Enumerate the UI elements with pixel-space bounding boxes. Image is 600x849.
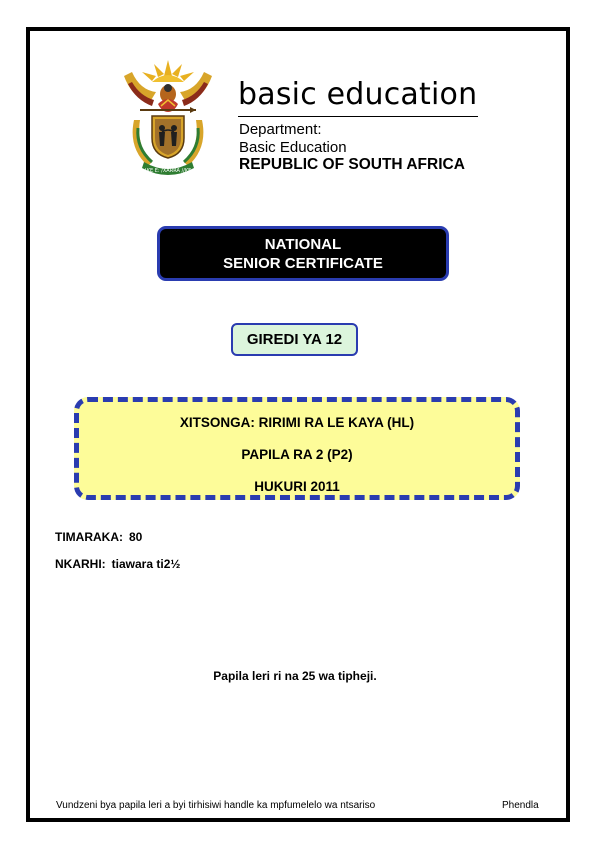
page-count-note: Papila leri ri na 25 wa tipheji. [213,669,377,683]
certificate-line2: SENIOR CERTIFICATE [223,254,383,272]
paper-number: PAPILA RA 2 (P2) [241,447,353,462]
exam-session: HUKURI 2011 [254,479,340,494]
marks-label: TIMARAKA: [55,530,123,544]
copyright-notice: Vundzeni bya papila leri a byi tirhisiwi handle ka mpfumelelo wa ntsariso [56,800,376,811]
coat-of-arms-icon [118,58,218,180]
time-row [55,557,180,571]
brand-title: basic education [238,77,478,112]
marks-value: 80 [129,530,143,544]
certificate-line1: NATIONAL [264,235,342,253]
department-name: Basic Education [239,139,347,156]
time-value: tiawara ti2½ [111,557,181,571]
brand-divider [238,116,478,117]
crest-motto: !KE E: /XARRA //KE [144,168,192,174]
department-label: Department: [239,121,322,138]
grade-box: GIREDI YA 12 [231,323,358,356]
continue-label: Phendla [502,800,539,811]
country-name: REPUBLIC OF SOUTH AFRICA [239,156,465,173]
subject-box [74,397,520,500]
time-label: NKARHI: [55,557,106,571]
marks-row [55,530,142,544]
certificate-box [157,226,449,281]
subject-title: XITSONGA: RIRIMI RA LE KAYA (HL) [179,415,415,430]
